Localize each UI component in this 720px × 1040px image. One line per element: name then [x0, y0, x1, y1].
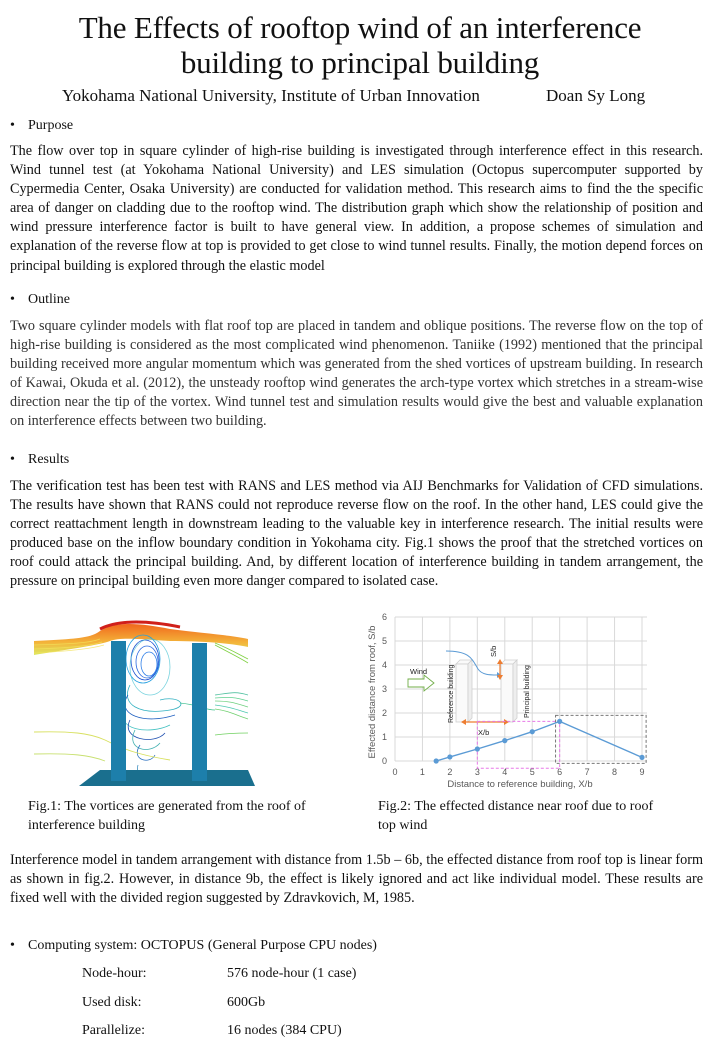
svg-text:3: 3 — [381, 684, 387, 694]
reference-building-label: Reference building — [448, 664, 455, 723]
svg-text:5: 5 — [529, 767, 535, 777]
svg-text:2: 2 — [447, 767, 453, 777]
s-over-b-label: S/b — [489, 645, 498, 657]
results-paragraph: The verification test has been test with RANS and LES method via AIJ Benchmarks for Validation of CFD simulations. The results have shown that RANS could not reproduce reverse flow on the roof. In the other hand, LES could give the correct reattachment length in downstream leading to the valuable key in interference research. The initial results were produced base on the inflow boundary condition in Yokohama city. Fig.1 shows the proof that the stretched vortices on roof could attack the principal building. And, by different location of interference building in tandem arrangement, the pressure on principal building even more danger compared to isolated case. — [10, 478, 703, 590]
bullet-icon: • — [10, 452, 15, 467]
purpose-paragraph: The flow over top in square cylinder of high-rise building is investigated through interference effect in this research. Wind tunnel test (at Yokohama National University) and LES simulation (Octopus supercomputer supported by Cypermedia Center, Osaka University) are conducted for validation method. This research aims to find the the specific area of danger on cladding due to the rooftop wind. The distribution graph which show the relationship of position and wind pressure interference factor is built to have general view. In addition, a propose schemes of simulation and explanation of the reverse flow at top is provided to get close to wind tunnel results. Finally, the motion depend forces on principal building is explored through the elastic model — [10, 143, 703, 274]
principal-building-label: Principal building — [524, 665, 531, 718]
outline-paragraph: Two square cylinder models with flat roof top are placed in tandem and oblique positions. The reverse flow on the top of high-rise building is considered as the most complicated wind phenomenon. Taniike (1992) mentioned that the principal building received more angular momentum which was generated from the shed vortices of upstream building. In research of Kawai, Okuda et al. (2012), the unsteady rooftop wind generates the arch-type vortex which stretches in a stream-wise direction near the tip of the vortex. Wind tunnel test and simulation results would give the best and valuable explanation on interference effects between two building. — [10, 318, 703, 430]
author: Doan Sy Long — [546, 86, 646, 105]
bullet-icon: • — [10, 938, 15, 953]
title-line-1: The Effects of rooftop wind of an interference — [78, 10, 642, 45]
x-over-b-label: X/b — [478, 728, 490, 737]
principal-building — [192, 643, 207, 781]
section-heading-computing: • Computing system: OCTOPUS (General Purpose CPU nodes) — [10, 938, 377, 953]
svg-text:5: 5 — [381, 636, 387, 646]
page-title — [0, 10, 720, 80]
svg-text:1: 1 — [419, 767, 425, 777]
svg-text:8: 8 — [612, 767, 618, 777]
conclusion-paragraph: Interference model in tandem arrangement with distance from 1.5b – 6b, the effected distance from roof top is linear form as shown in fig.2. However, in distance 9b, the effect is likely ignored and act like individual model. These results are fixed well with the divided region suggested by Zdravkovich, M, 1985. — [10, 852, 703, 907]
svg-text:4: 4 — [502, 767, 508, 777]
svg-text:4: 4 — [381, 660, 387, 670]
svg-text:3: 3 — [474, 767, 480, 777]
wind-label: Wind — [410, 667, 428, 676]
affiliation: Yokohama National University, Institute of Urban Innovation — [62, 86, 480, 105]
svg-text:6: 6 — [557, 767, 563, 777]
x-axis-label: Distance to reference building, X/b — [447, 779, 593, 790]
interference-building — [111, 641, 126, 781]
bullet-icon: • — [10, 292, 15, 307]
figure-2-caption: Fig.2: The effected distance near roof due to roof top wind — [378, 799, 654, 833]
y-axis-label: Effected distance from roof, S/b — [367, 625, 378, 759]
svg-text:6: 6 — [381, 612, 387, 622]
title-line-2: building to principal building — [180, 45, 540, 80]
section-heading-purpose: • Purpose — [10, 118, 74, 133]
inset-diagram — [408, 646, 531, 737]
svg-text:0: 0 — [381, 756, 387, 766]
svg-text:2: 2 — [381, 708, 387, 718]
section-heading-outline: • Outline — [10, 292, 70, 307]
section-heading-results: • Results — [10, 452, 70, 467]
svg-text:1: 1 — [381, 732, 387, 742]
svg-text:7: 7 — [584, 767, 590, 777]
figure-1-cfd-image — [30, 615, 330, 790]
figure-1-caption: Fig.1: The vortices are generated from the roof of interference building — [28, 799, 306, 833]
svg-text:0: 0 — [392, 767, 398, 777]
svg-text:9: 9 — [639, 767, 645, 777]
figure-2-chart — [360, 607, 670, 792]
bullet-icon: • — [10, 118, 15, 133]
